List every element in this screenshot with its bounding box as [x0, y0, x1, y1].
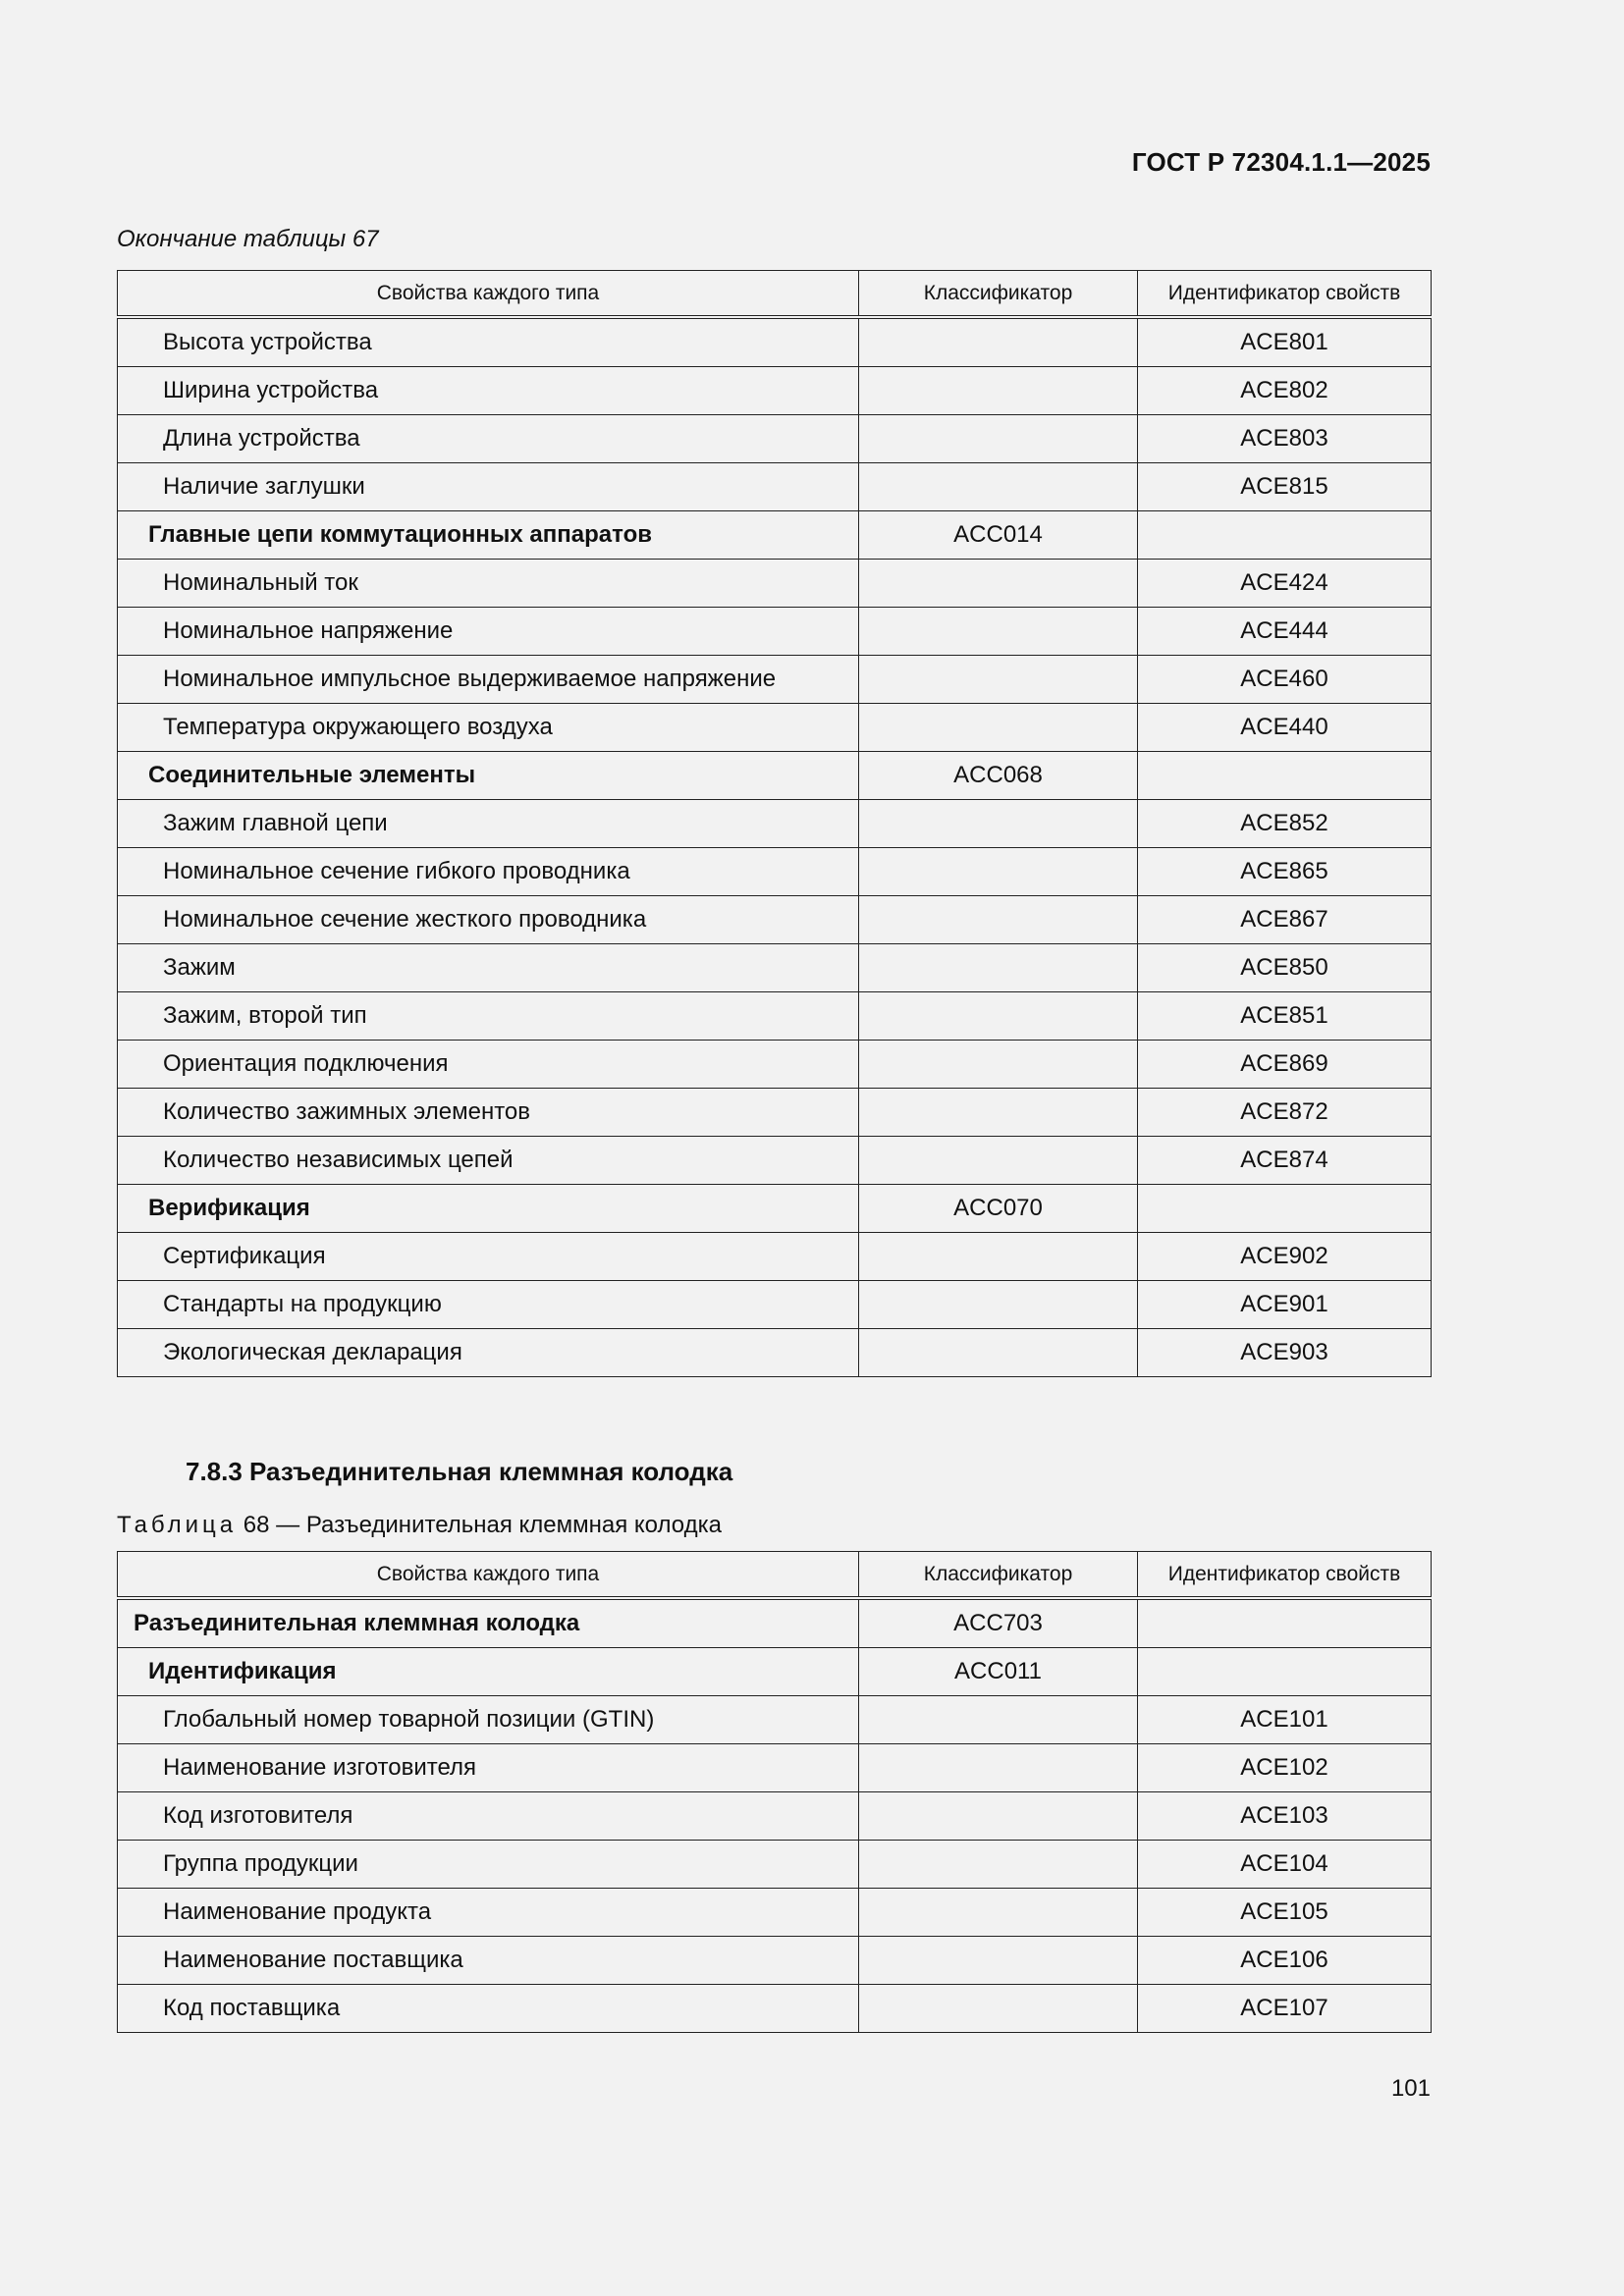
property-name-cell: Наименование продукта [118, 1889, 859, 1937]
property-id-cell: ACE850 [1138, 944, 1432, 992]
classifier-cell: ACC703 [859, 1598, 1138, 1648]
classifier-cell [859, 560, 1138, 608]
property-name-cell: Номинальное сечение гибкого проводника [118, 848, 859, 896]
table-row [118, 1041, 1432, 1089]
classifier-cell [859, 1696, 1138, 1744]
classifier-cell [859, 1744, 1138, 1792]
property-id-cell: ACE424 [1138, 560, 1432, 608]
property-id-cell [1138, 752, 1432, 800]
property-id-cell: ACE903 [1138, 1329, 1432, 1377]
classifier-cell [859, 944, 1138, 992]
property-name-cell: Наименование изготовителя [118, 1744, 859, 1792]
property-id-cell: ACE802 [1138, 367, 1432, 415]
property-id-cell [1138, 1648, 1432, 1696]
table-67-continuation-caption: Окончание таблицы 67 [117, 226, 379, 252]
table-row [118, 1937, 1432, 1985]
property-id-cell: ACE874 [1138, 1137, 1432, 1185]
property-name-cell: Верификация [118, 1185, 859, 1233]
page-number: 101 [1390, 2075, 1431, 2102]
property-id-cell: ACE105 [1138, 1889, 1432, 1937]
table-68-caption [117, 1512, 722, 1539]
table-caption-title: 68 — Разъединительная клеммная колодка [243, 1512, 722, 1538]
section-heading: 7.8.3 Разъединительная клеммная колодка [186, 1457, 733, 1486]
property-name-cell: Номинальное сечение жесткого проводника [118, 896, 859, 944]
table-row [118, 1137, 1432, 1185]
table-row [118, 944, 1432, 992]
table-row [118, 656, 1432, 704]
property-name-cell: Группа продукции [118, 1841, 859, 1889]
classifier-cell: ACC014 [859, 511, 1138, 560]
property-id-cell: ACE872 [1138, 1089, 1432, 1137]
table-row [118, 848, 1432, 896]
property-name-cell: Количество зажимных элементов [118, 1089, 859, 1137]
table-row [118, 1648, 1432, 1696]
property-id-cell: ACE851 [1138, 992, 1432, 1041]
property-name-cell: Ориентация подключения [118, 1041, 859, 1089]
property-id-cell: ACE869 [1138, 1041, 1432, 1089]
classifier-cell [859, 848, 1138, 896]
table-row [118, 1089, 1432, 1137]
table-header-row [118, 1552, 1432, 1599]
property-id-cell: ACE444 [1138, 608, 1432, 656]
property-name-cell: Разъединительная клеммная колодка [118, 1598, 859, 1648]
classifier-cell [859, 1041, 1138, 1089]
property-name-cell: Зажим [118, 944, 859, 992]
property-name-cell: Сертификация [118, 1233, 859, 1281]
table-row [118, 511, 1432, 560]
column-header-properties: Свойства каждого типа [118, 271, 859, 318]
classifier-cell [859, 1281, 1138, 1329]
property-name-cell: Ширина устройства [118, 367, 859, 415]
property-name-cell: Экологическая декларация [118, 1329, 859, 1377]
table-row [118, 367, 1432, 415]
property-name-cell: Наименование поставщика [118, 1937, 859, 1985]
property-name-cell: Стандарты на продукцию [118, 1281, 859, 1329]
property-id-cell: ACE104 [1138, 1841, 1432, 1889]
property-id-cell [1138, 1598, 1432, 1648]
table-row [118, 1185, 1432, 1233]
classifier-cell: ACC011 [859, 1648, 1138, 1696]
table-68-body [118, 1598, 1432, 2033]
property-name-cell: Соединительные элементы [118, 752, 859, 800]
table-row [118, 1329, 1432, 1377]
table-row [118, 1744, 1432, 1792]
property-name-cell: Количество независимых цепей [118, 1137, 859, 1185]
property-id-cell: ACE102 [1138, 1744, 1432, 1792]
classifier-cell [859, 367, 1138, 415]
classifier-cell [859, 1329, 1138, 1377]
classifier-cell [859, 1937, 1138, 1985]
classifier-cell [859, 656, 1138, 704]
classifier-cell [859, 896, 1138, 944]
classifier-cell [859, 1792, 1138, 1841]
table-row [118, 1233, 1432, 1281]
column-header-classifier: Классификатор [859, 1552, 1138, 1599]
property-name-cell: Зажим, второй тип [118, 992, 859, 1041]
property-id-cell: ACE815 [1138, 463, 1432, 511]
classifier-cell [859, 1089, 1138, 1137]
classifier-cell [859, 608, 1138, 656]
table-row [118, 1985, 1432, 2033]
table-row [118, 1281, 1432, 1329]
table-row [118, 317, 1432, 367]
classifier-cell [859, 463, 1138, 511]
property-name-cell: Температура окружающего воздуха [118, 704, 859, 752]
property-name-cell: Главные цепи коммутационных аппаратов [118, 511, 859, 560]
table-row [118, 1841, 1432, 1889]
table-header-row [118, 271, 1432, 318]
property-name-cell: Номинальное импульсное выдерживаемое напряжение [118, 656, 859, 704]
table-row [118, 992, 1432, 1041]
property-id-cell: ACE865 [1138, 848, 1432, 896]
property-name-cell: Номинальное напряжение [118, 608, 859, 656]
property-id-cell: ACE107 [1138, 1985, 1432, 2033]
table-row [118, 463, 1432, 511]
table-caption-word: Таблица [117, 1512, 238, 1538]
table-row [118, 415, 1432, 463]
table-row [118, 704, 1432, 752]
table-row [118, 608, 1432, 656]
property-name-cell: Зажим главной цепи [118, 800, 859, 848]
property-id-cell: ACE867 [1138, 896, 1432, 944]
property-id-cell: ACE101 [1138, 1696, 1432, 1744]
table-row [118, 752, 1432, 800]
property-name-cell: Код изготовителя [118, 1792, 859, 1841]
property-id-cell: ACE852 [1138, 800, 1432, 848]
column-header-property-id: Идентификатор свойств [1138, 271, 1432, 318]
classifier-cell [859, 1233, 1138, 1281]
column-header-properties: Свойства каждого типа [118, 1552, 859, 1599]
property-name-cell: Номинальный ток [118, 560, 859, 608]
property-id-cell: ACE901 [1138, 1281, 1432, 1329]
property-id-cell: ACE103 [1138, 1792, 1432, 1841]
document-code: ГОСТ Р 72304.1.1—2025 [1131, 147, 1431, 177]
table-row [118, 1696, 1432, 1744]
table-67-body [118, 317, 1432, 1377]
table-68 [117, 1551, 1432, 2033]
property-id-cell [1138, 1185, 1432, 1233]
property-name-cell: Глобальный номер товарной позиции (GTIN) [118, 1696, 859, 1744]
classifier-cell [859, 800, 1138, 848]
property-id-cell [1138, 511, 1432, 560]
property-id-cell: ACE803 [1138, 415, 1432, 463]
classifier-cell: ACC070 [859, 1185, 1138, 1233]
property-id-cell: ACE440 [1138, 704, 1432, 752]
property-name-cell: Код поставщика [118, 1985, 859, 2033]
column-header-classifier: Классификатор [859, 271, 1138, 318]
table-row [118, 896, 1432, 944]
classifier-cell [859, 415, 1138, 463]
property-name-cell: Длина устройства [118, 415, 859, 463]
property-id-cell: ACE801 [1138, 317, 1432, 367]
property-id-cell: ACE460 [1138, 656, 1432, 704]
property-id-cell: ACE106 [1138, 1937, 1432, 1985]
table-row [118, 1792, 1432, 1841]
classifier-cell [859, 704, 1138, 752]
table-67 [117, 270, 1432, 1377]
classifier-cell [859, 317, 1138, 367]
property-name-cell: Идентификация [118, 1648, 859, 1696]
classifier-cell [859, 992, 1138, 1041]
classifier-cell [859, 1985, 1138, 2033]
classifier-cell [859, 1841, 1138, 1889]
column-header-property-id: Идентификатор свойств [1138, 1552, 1432, 1599]
classifier-cell: ACC068 [859, 752, 1138, 800]
classifier-cell [859, 1889, 1138, 1937]
table-row [118, 560, 1432, 608]
classifier-cell [859, 1137, 1138, 1185]
property-id-cell: ACE902 [1138, 1233, 1432, 1281]
table-row [118, 1889, 1432, 1937]
property-name-cell: Высота устройства [118, 317, 859, 367]
table-row [118, 800, 1432, 848]
property-name-cell: Наличие заглушки [118, 463, 859, 511]
table-row [118, 1598, 1432, 1648]
